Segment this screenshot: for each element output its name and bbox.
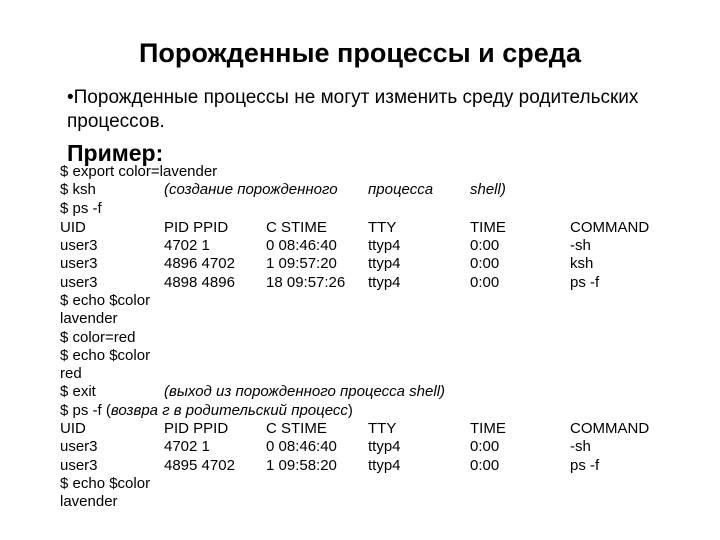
terminal-comment: shell)	[470, 181, 506, 198]
table-cell: 0:00	[470, 237, 500, 254]
table-cell: user3	[60, 237, 98, 254]
table-cell: ttyp4	[368, 237, 401, 254]
table-cell: TIME	[470, 219, 506, 236]
table-cell: 4898 4896	[164, 274, 235, 291]
table-cell: ps -f	[570, 274, 600, 291]
table-cell: C STIME	[266, 219, 327, 236]
table-cell: ttyp4	[368, 438, 401, 455]
table-cell: ps -f	[570, 457, 600, 474]
terminal-text: $ echo $color	[60, 292, 151, 309]
table-cell: PID PPID	[164, 420, 229, 437]
table-cell: 0:00	[470, 457, 500, 474]
table-cell: PID PPID	[164, 219, 229, 236]
terminal-command: $ ksh	[60, 181, 96, 198]
terminal-comment: процесса	[368, 181, 434, 198]
terminal-line	[60, 402, 353, 420]
terminal-text: red	[60, 365, 82, 382]
table-cell: ksh	[570, 255, 594, 272]
slide-title: Порожденные процессы и среда	[139, 38, 581, 68]
terminal-comment: (создание порожденного	[164, 181, 338, 198]
table-cell: 0:00	[470, 274, 500, 291]
terminal-command: $ ps -f (	[60, 402, 111, 419]
table-cell: COMMAND	[570, 219, 650, 236]
table-cell: 4896 4702	[164, 255, 235, 272]
table-cell: ttyp4	[368, 457, 401, 474]
table-cell: UID	[60, 219, 86, 236]
terminal-text: $ echo $color	[60, 475, 151, 492]
terminal-comment: возвра г в родительский процесс	[110, 402, 348, 419]
table-cell: user3	[60, 255, 98, 272]
table-cell: UID	[60, 420, 86, 437]
terminal-command: $ exit	[60, 383, 96, 400]
terminal-text: $ color=red	[60, 329, 136, 346]
terminal-comment: (выход из порожденного процесса shell)	[164, 383, 446, 400]
table-cell: user3	[60, 274, 98, 291]
table-cell: 4895 4702	[164, 457, 235, 474]
table-cell: 4702 1	[164, 438, 210, 455]
example-heading: Пример:	[67, 140, 164, 166]
table-cell: user3	[60, 457, 98, 474]
table-cell: ttyp4	[368, 274, 401, 291]
table-cell: TIME	[470, 420, 506, 437]
table-cell: 18 09:57:26	[266, 274, 346, 291]
table-cell: TTY	[368, 420, 397, 437]
bullet-point: •Порожденные процессы не могут изменить среду родительских процессов.	[67, 87, 639, 132]
table-cell: 1 09:57:20	[266, 255, 337, 272]
table-cell: 0 08:46:40	[266, 237, 337, 254]
table-cell: 0:00	[470, 255, 500, 272]
table-cell: 1 09:58:20	[266, 457, 337, 474]
terminal-text: $ export color=lavender	[60, 163, 218, 180]
terminal-text: $ ps -f	[60, 200, 102, 217]
table-cell: 0 08:46:40	[266, 438, 337, 455]
table-cell: C STIME	[266, 420, 327, 437]
table-cell: -sh	[570, 438, 591, 455]
terminal-text: lavender	[60, 310, 118, 327]
terminal-text: )	[347, 402, 353, 419]
table-cell: ttyp4	[368, 255, 401, 272]
table-cell: user3	[60, 438, 98, 455]
terminal-text: $ echo $color	[60, 347, 151, 364]
table-cell: 4702 1	[164, 237, 210, 254]
terminal-text: lavender	[60, 493, 118, 510]
table-cell: 0:00	[470, 438, 500, 455]
table-cell: -sh	[570, 237, 591, 254]
table-cell: TTY	[368, 219, 397, 236]
table-cell: COMMAND	[570, 420, 650, 437]
